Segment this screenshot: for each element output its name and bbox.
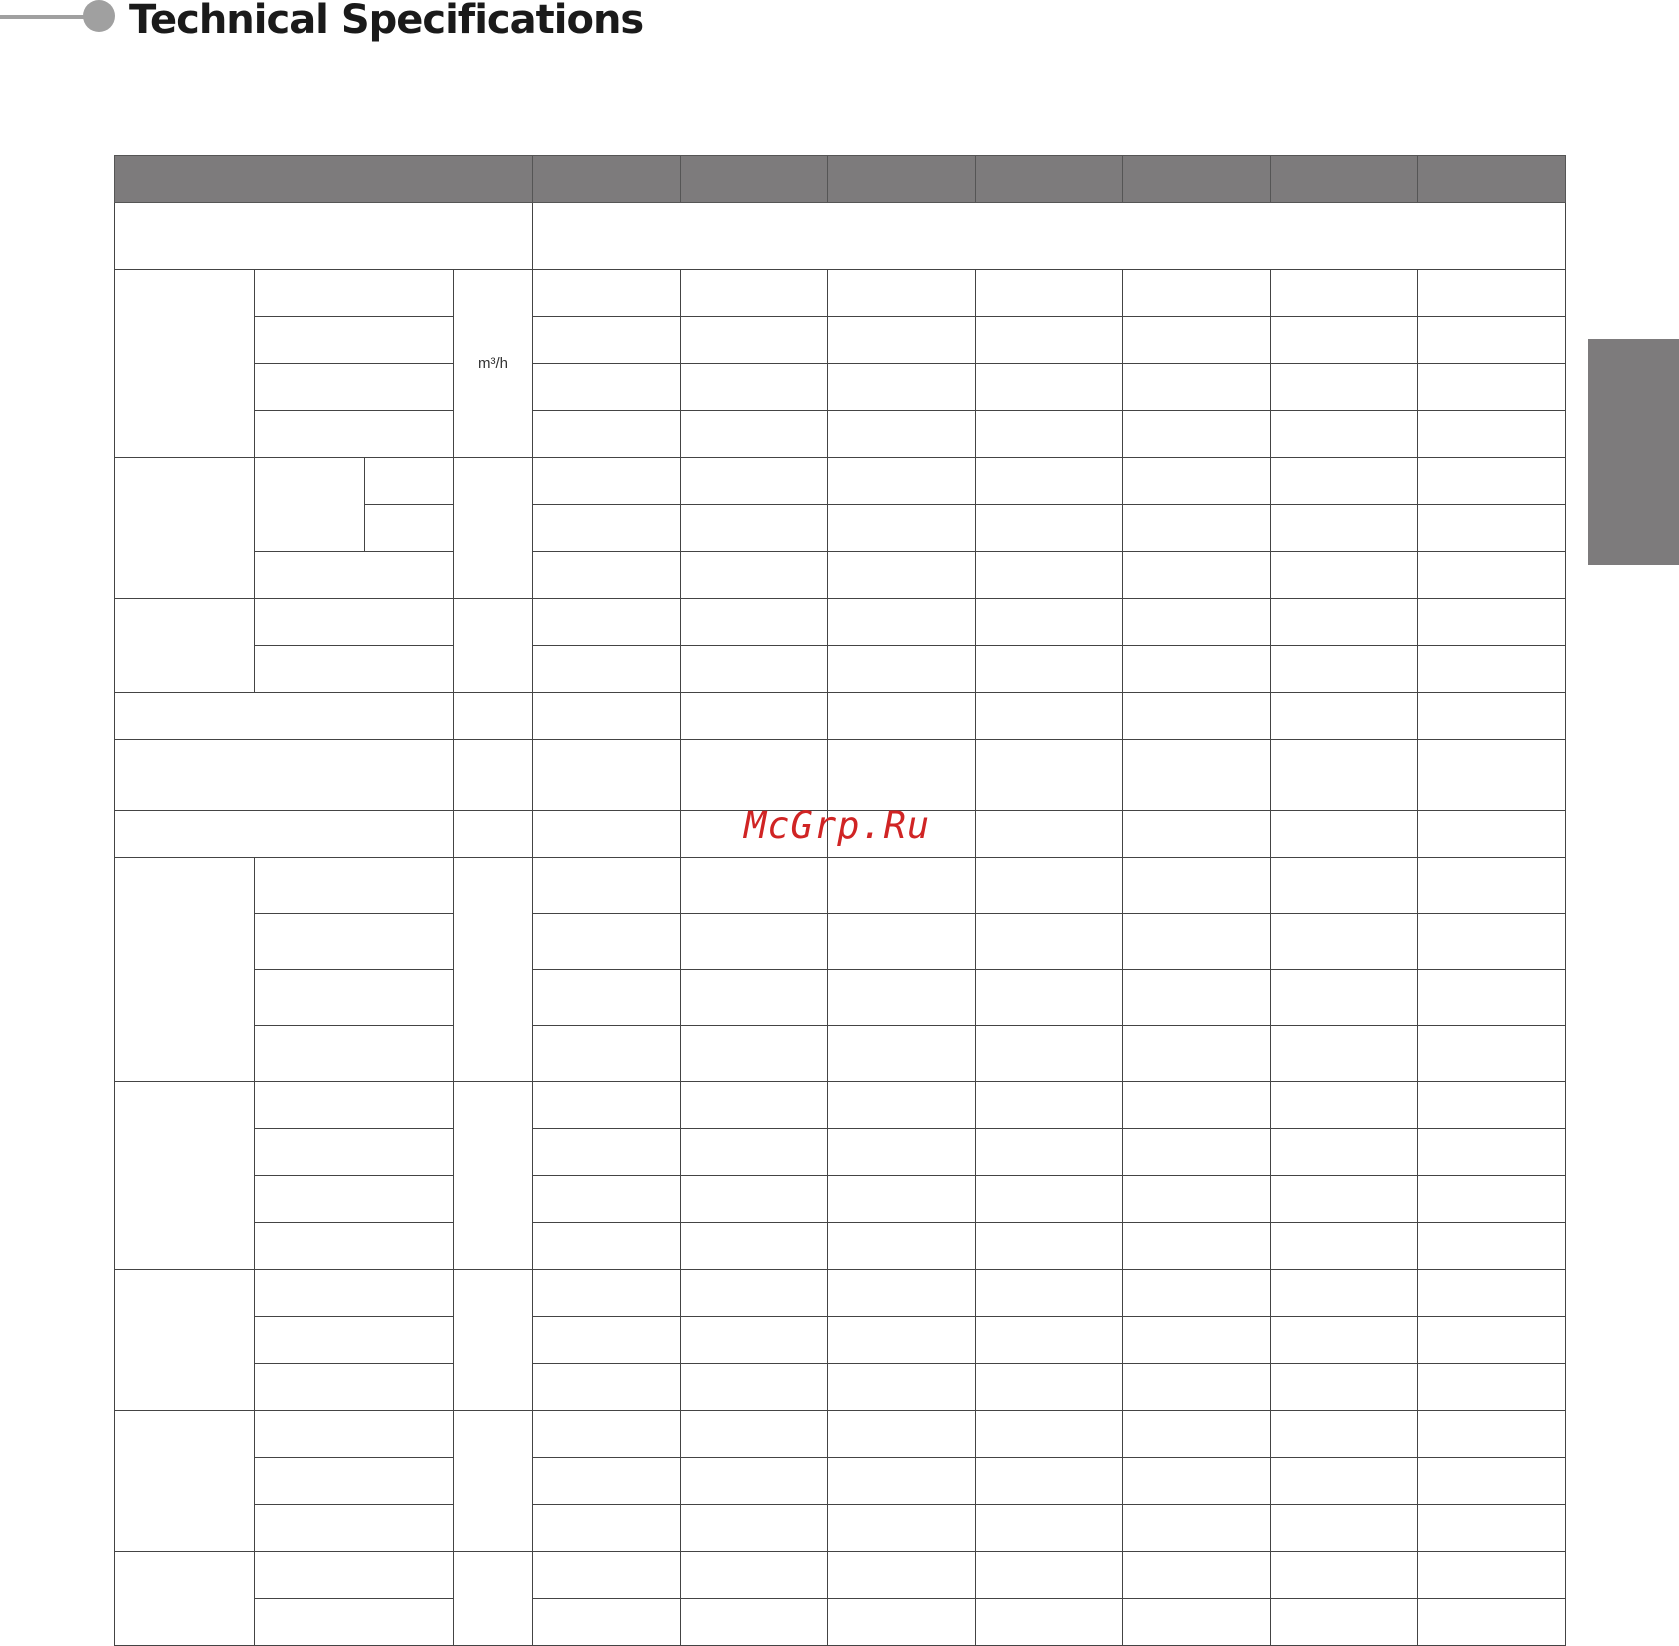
table-row bbox=[115, 1599, 1566, 1646]
table-row bbox=[115, 914, 1566, 970]
header-cell bbox=[1271, 156, 1418, 203]
table-row bbox=[115, 1176, 1566, 1223]
table-row bbox=[115, 646, 1566, 693]
table-row bbox=[115, 1411, 1566, 1458]
table-row bbox=[115, 1270, 1566, 1317]
page-title: Technical Specifications bbox=[129, 0, 644, 43]
table-row bbox=[115, 203, 1566, 270]
table-row bbox=[115, 1129, 1566, 1176]
header-cell bbox=[681, 156, 828, 203]
table-header-row bbox=[115, 156, 1566, 203]
header-cell bbox=[828, 156, 976, 203]
table-row bbox=[115, 740, 1566, 811]
section-side-tab bbox=[1588, 339, 1679, 565]
spec-table bbox=[114, 155, 1566, 1646]
title-line bbox=[0, 15, 90, 19]
table-row bbox=[115, 1317, 1566, 1364]
table-row bbox=[115, 970, 1566, 1026]
table-row bbox=[115, 411, 1566, 458]
table-row bbox=[115, 693, 1566, 740]
header-cell bbox=[1123, 156, 1271, 203]
table-row bbox=[115, 1364, 1566, 1411]
title-decoration bbox=[0, 0, 120, 40]
watermark: McGrp.Ru bbox=[744, 804, 931, 847]
table-row bbox=[115, 858, 1566, 914]
table-row bbox=[115, 1223, 1566, 1270]
table-row bbox=[115, 270, 1566, 317]
table-row bbox=[115, 1458, 1566, 1505]
table-row bbox=[115, 458, 1566, 505]
airflow-unit: m³/h bbox=[454, 270, 533, 458]
table-row bbox=[115, 1505, 1566, 1552]
header-cell bbox=[533, 156, 681, 203]
header-cell bbox=[115, 156, 533, 203]
table-row bbox=[115, 317, 1566, 364]
table-row bbox=[115, 1082, 1566, 1129]
table-row bbox=[115, 599, 1566, 646]
table-row bbox=[115, 1552, 1566, 1599]
table-row bbox=[115, 364, 1566, 411]
header-cell bbox=[1418, 156, 1566, 203]
header-cell bbox=[976, 156, 1123, 203]
table-row bbox=[115, 1026, 1566, 1082]
title-bullet-icon bbox=[83, 0, 115, 32]
table-row bbox=[115, 552, 1566, 599]
